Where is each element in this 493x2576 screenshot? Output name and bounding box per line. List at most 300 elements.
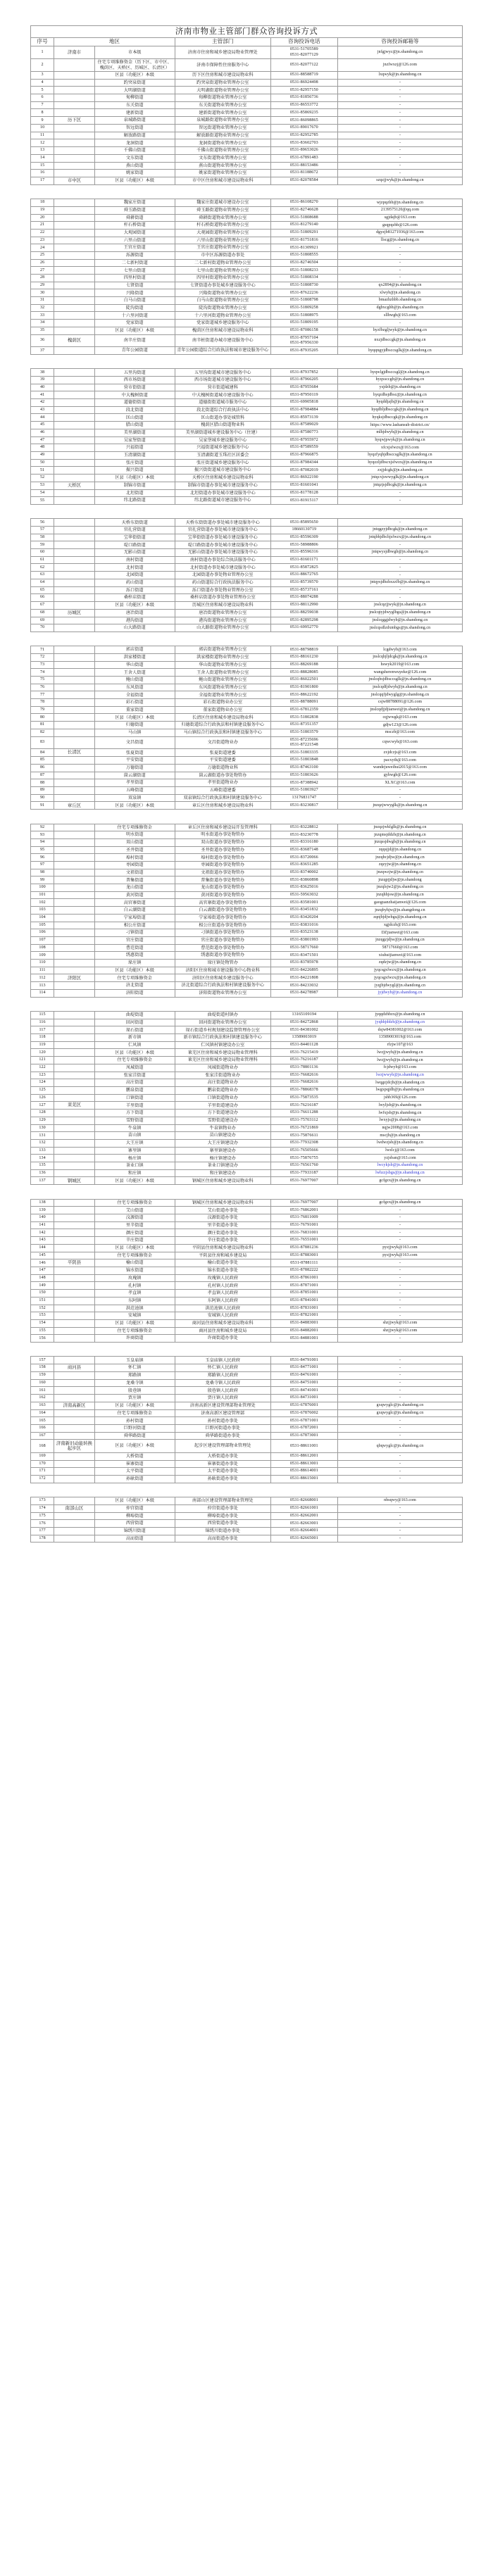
cell-email: hyqddjajb@jn.shandong.cn <box>337 399 462 407</box>
table-row <box>31 1079 463 1087</box>
cell-email: yzjsban@163.com <box>337 1155 462 1162</box>
cell-region: 南部山区 <box>54 1504 95 1512</box>
cell-phone: 0531-51808798 <box>270 297 337 305</box>
cell-phone: 0531-87388942 <box>270 779 337 787</box>
table-row <box>31 1475 463 1483</box>
cell-phone: 0531-82895298 <box>270 617 337 624</box>
table-row <box>31 914 463 922</box>
cell-department: 仲宫街道办事处 <box>175 1504 270 1512</box>
table-row <box>31 1094 463 1102</box>
cell-area: 唐冶街道 <box>94 609 175 617</box>
cell-email[interactable] <box>337 989 462 997</box>
cell-phone: 0531-83831016 <box>270 922 337 929</box>
cell-email: zqdzjw@jn.shandong.cn <box>337 959 462 967</box>
cell-no: 158 <box>31 1364 54 1372</box>
cell-area: 口镇街道 <box>94 1094 175 1102</box>
cell-no: 166 <box>31 1425 54 1433</box>
col-header-mail: 咨询投诉邮箱等 <box>337 37 462 46</box>
table-row <box>31 1497 463 1504</box>
cell-department: 中大槐树街道城市建设服务中心 <box>175 391 270 399</box>
cell-email: fcjdwyb@163.com <box>337 1064 462 1072</box>
cell-no: 133 <box>31 1147 54 1155</box>
cell-phone: 0531-87821001 <box>270 1312 337 1320</box>
cell-email: hyqqngyjdbsccsglk@jn.shandong.cn <box>337 347 462 355</box>
cell-region <box>54 1335 95 1343</box>
cell-no: 34 <box>31 320 54 327</box>
cell-area: 美里湖街道 <box>94 429 175 436</box>
cell-department: 艾山街道办事处 <box>175 1207 270 1214</box>
cell-no: 4 <box>31 79 54 87</box>
cell-no: 122 <box>31 1064 54 1072</box>
cell-department: 大桥街道办事处 <box>175 1452 270 1460</box>
cell-department: 安城镇人民政府 <box>175 1312 270 1320</box>
cell-region <box>54 347 95 355</box>
cell-email[interactable] <box>337 1162 462 1170</box>
cell-area: 区县（功能区）本级 <box>94 1244 175 1252</box>
table-row <box>31 549 463 557</box>
cell-phone: 0531-81751816 <box>270 237 337 244</box>
cell-no: 143 <box>31 1237 54 1245</box>
cell-department: 张庄街道城乡建设服务中心 <box>175 459 270 467</box>
cell-area: 五峰街道 <box>94 786 175 794</box>
cell-region: 济南新旧动能转换起步区 <box>54 1440 95 1452</box>
cell-phone: 0531-84741001 <box>270 1387 337 1395</box>
page-break <box>31 1483 463 1497</box>
cell-area: 贾庄镇 <box>94 1395 175 1402</box>
cell-email: zqnjbjdjwbgs@jn.shandong.cn <box>337 914 462 922</box>
cell-phone: 0531-84233032 <box>270 982 337 990</box>
cell-department: 圣井街道办事处物管办 <box>175 846 270 854</box>
cell-no: 121 <box>31 1057 54 1064</box>
cell-no: 12 <box>31 139 54 147</box>
email-link[interactable]: lwhzzjsbgs@jn.shandong.cn <box>375 1171 425 1176</box>
cell-area: 二七新村街道 <box>94 259 175 267</box>
cell-department: 垛庄镇处物管办 <box>175 959 270 967</box>
cell-email: jnslcqbsjdbsccsglk@jn.shandong.cn <box>337 677 462 684</box>
cell-phone: 0531-59563032 <box>270 891 337 899</box>
cell-email: jnslcqdfjdwyb@jn.shandong.cn <box>337 684 462 691</box>
cell-region <box>54 794 95 802</box>
cell-phone: 0531-75876611 <box>270 1132 337 1140</box>
cell-department: 锦绣川街道办事处 <box>175 1527 270 1535</box>
cell-department: 绣惠街道办事处物管办 <box>175 952 270 960</box>
cell-email: qx2894@jn.shandong.cn <box>337 282 462 289</box>
cell-department: 南村街道办事处综合执法服务中心 <box>175 556 270 564</box>
cell-area: 宝华街街道 <box>94 534 175 541</box>
cell-email: - <box>337 594 462 602</box>
table-row <box>31 944 463 952</box>
cell-no: 147 <box>31 1267 54 1275</box>
cell-area: 燕山街道 <box>94 162 175 170</box>
cell-no: 134 <box>31 1155 54 1162</box>
cell-area: 大桥街道 <box>94 1452 175 1460</box>
cell-area: 杆石桥街道 <box>94 222 175 230</box>
table-row <box>31 854 463 862</box>
cell-department: 天桥东街街道办事处城市建设服务中心 <box>175 519 270 527</box>
cell-area: 魏家庄街道 <box>94 199 175 207</box>
cell-phone: 0531-83602703 <box>270 139 337 147</box>
cell-department: 唐冶街道物业管理办公室 <box>175 609 270 617</box>
cell-phone: 0531-76811009 <box>270 1214 337 1222</box>
cell-email: DZjianwei@163.com <box>337 929 462 937</box>
cell-region <box>54 982 95 990</box>
cell-email: lwzlcj@163.com <box>337 1147 462 1155</box>
cell-email: jnslcqhjljdcgk@jn.shandong.cn <box>337 653 462 661</box>
cell-no: 106 <box>31 929 54 937</box>
cell-no: 47 <box>31 436 54 444</box>
cell-phone: 0531-87851001 <box>270 1290 337 1298</box>
cell-phone: 0531-87235696 0531-87221548 <box>270 736 337 749</box>
page-break <box>31 1342 463 1356</box>
cell-area: 明水街道 <box>94 831 175 839</box>
cell-phone: 0531-51808975 <box>270 312 337 320</box>
cell-phone: 0531-78868378 <box>270 1086 337 1094</box>
cell-region <box>54 1086 95 1094</box>
cell-no: 153 <box>31 1312 54 1320</box>
cell-region <box>54 1019 95 1026</box>
table-row <box>31 1267 463 1275</box>
cell-email: bmazhzhbb.shandong.cn <box>337 297 462 305</box>
cell-area: 舜玉路街道 <box>94 206 175 214</box>
cell-area: 大明湖街道 <box>94 87 175 94</box>
cell-department: 平阴县住房和城乡建设局物业科 <box>175 1244 270 1252</box>
table-row <box>31 1237 463 1245</box>
cell-phone: 0531-78801136 <box>270 1064 337 1072</box>
cell-phone: 0531-69905818 <box>270 399 337 407</box>
cell-no: 139 <box>31 1207 54 1214</box>
cell-phone: 0531-89653026 <box>270 147 337 155</box>
col-header-region: 地区 <box>54 37 175 46</box>
cell-region <box>54 1520 95 1528</box>
cell-department: 东阿镇人民政府 <box>175 1297 270 1305</box>
cell-department: 建新街道物业管理办公室 <box>175 109 270 117</box>
cell-phone: 0531-87957104 0531-87956330 <box>270 334 337 347</box>
cell-email: hyqwjpwyk@jn.shandong.cn <box>337 436 462 444</box>
cell-region <box>54 327 95 334</box>
cell-phone: 0531-88269188 <box>270 661 337 669</box>
cell-area: 兴福街道 <box>94 444 175 452</box>
cell-email: jntqbhjdbchjsfwzx@jn.shandong.cn <box>337 534 462 541</box>
cell-no: 3 <box>31 72 54 80</box>
cell-region <box>54 706 95 714</box>
cell-region <box>54 661 95 669</box>
cell-department: 里辛街道办事处 <box>175 1221 270 1229</box>
cell-email: lxqwyk@jn.shandong.cn <box>337 72 462 80</box>
table-row <box>31 436 463 444</box>
cell-region: 历下区 <box>54 117 95 125</box>
cell-department: 黄河街道办事处物管办 <box>175 891 270 899</box>
cell-department: 鹏泉街道物业办 <box>175 1086 270 1094</box>
cell-region <box>54 377 95 384</box>
cell-email: cqjwwgk@163.com <box>337 714 462 722</box>
cell-department: 玉皇庙镇人民政府 <box>175 1357 270 1364</box>
cell-department: 泉城路街道物业管理办公室 <box>175 117 270 125</box>
cell-area: 董家街道 <box>94 706 175 714</box>
cell-region <box>54 282 95 289</box>
cell-department: 刁镇街道办事处物管办 <box>175 929 270 937</box>
table-row <box>31 541 463 549</box>
cell-email: - <box>337 1468 462 1476</box>
cell-no: 129 <box>31 1117 54 1124</box>
cell-area: 市本级 <box>94 46 175 59</box>
cell-area: 区县（功能区）本级 <box>94 1177 175 1185</box>
cell-region <box>54 229 95 237</box>
cell-email: - <box>337 1535 462 1543</box>
cell-department: 十六里河街道物业管理办公室 <box>175 312 270 320</box>
table-row <box>31 1504 463 1512</box>
cell-email: - <box>337 1214 462 1222</box>
cell-email: 58717660@163.com <box>337 944 462 952</box>
cell-region <box>54 1207 95 1214</box>
cell-phone: 0531-88672765 <box>270 572 337 579</box>
cell-region <box>54 527 95 534</box>
cell-email: jnzqbyhjw@jn.shangdong.cn <box>337 907 462 915</box>
table-row <box>31 1440 463 1452</box>
cell-region <box>54 684 95 691</box>
table-row <box>31 764 463 772</box>
table-row <box>31 177 463 184</box>
cell-email: jnslcqzjjwyk@jn.shandong.cn <box>337 601 462 609</box>
cell-region: 钢城区 <box>54 1177 95 1185</box>
cell-region <box>54 699 95 707</box>
cell-no: 151 <box>31 1297 54 1305</box>
table-row <box>31 132 463 139</box>
cell-region <box>54 1452 95 1460</box>
cell-department: 莱芜区住房和城乡建设局物业管理科 <box>175 1057 270 1064</box>
table-row <box>31 1124 463 1132</box>
cell-email: gyhwgb@126.com <box>337 772 462 779</box>
table-row <box>31 451 463 459</box>
cell-region <box>54 579 95 586</box>
cell-area: 普集街道 <box>94 877 175 884</box>
cell-department: 华山街道物业管理办公室 <box>175 661 270 669</box>
cell-phone: 0531-82746504 <box>270 259 337 267</box>
cell-email[interactable] <box>337 1019 462 1026</box>
cell-email: xlwyb@jn.shandong.cn <box>337 289 462 297</box>
cell-phone: 0531-86553772 <box>270 101 337 109</box>
cell-phone: 0531-83230817 <box>270 802 337 810</box>
cell-region <box>54 846 95 854</box>
cell-phone: 0531-82952785 <box>270 132 337 139</box>
cell-phone: 0531-88622192 <box>270 691 337 699</box>
table-row <box>31 831 463 839</box>
table-row <box>31 1290 463 1298</box>
cell-no: 130 <box>31 1124 54 1132</box>
cell-area: 区县（功能区）本级 <box>94 1049 175 1057</box>
cell-area: 解放路街道 <box>94 132 175 139</box>
cell-phone: 0531-84761001 <box>270 1371 337 1379</box>
table-row <box>31 406 463 414</box>
cell-region <box>54 1229 95 1237</box>
cell-department: 王官庄街道物业管理办公室 <box>175 244 270 252</box>
cell-department: 榆山街道办事处 <box>175 1259 270 1267</box>
email-link[interactable]: jyqhhjddzb@jn.shandong.cn <box>375 1020 425 1025</box>
cell-area: 曲堤街道 <box>94 1012 175 1019</box>
cell-area: 住宅专项维修资金（历下区、市中区、槐荫区、天桥区、历城区、长清区） <box>94 59 175 72</box>
email-link[interactable]: lwcykjsb@jn.shandong.cn <box>377 1163 423 1168</box>
table-row <box>31 624 463 632</box>
cell-area: 道德街街道 <box>94 399 175 407</box>
table-row <box>31 714 463 722</box>
cell-email: - <box>337 109 462 117</box>
cell-region <box>54 601 95 609</box>
cell-department: 兴福街道城乡建设服务中心 <box>175 444 270 452</box>
cell-department: 长清区住房和城乡建设局物业科 <box>175 714 270 722</box>
cell-email: jntqgzyjdbcgk@jn.shandong.cn <box>337 527 462 534</box>
cell-department: 大观园街道物业管理办公室 <box>175 229 270 237</box>
email-link[interactable]: lwzjwwyb@jn.shandong.cn <box>376 1072 424 1077</box>
cell-phone: 0531-67891483 <box>270 154 337 162</box>
cell-area: 白云湖街道 <box>94 907 175 915</box>
table-row <box>31 147 463 155</box>
cell-area: 区县（功能区）本级 <box>94 1440 175 1452</box>
cell-department: 文东街道物业管理办公室 <box>175 154 270 162</box>
cell-area: 泺源街道 <box>94 251 175 259</box>
cell-area: 匡山街道 <box>94 414 175 422</box>
cell-region <box>54 1395 95 1402</box>
cell-region <box>54 1049 95 1057</box>
cell-email: - <box>337 1290 462 1298</box>
cell-phone: 0531-67871001 <box>270 1417 337 1425</box>
cell-area: 中大槐树街道 <box>94 391 175 399</box>
cell-email: gcfgzx@jn.shandong.cn <box>337 1199 462 1207</box>
cell-area: 文东街道 <box>94 154 175 162</box>
cell-no: 61 <box>31 556 54 564</box>
cell-phone: 0531-84221808 <box>270 974 337 982</box>
cell-no: 18 <box>31 199 54 207</box>
cell-email: - <box>337 1297 462 1305</box>
cell-department: 白云湖街道办事处物管办 <box>175 907 270 915</box>
cell-email: jnzqbcjdjw@jn.shandong.cn <box>337 854 462 862</box>
cell-no: 131 <box>31 1132 54 1140</box>
email-link[interactable]: jyjdwyb@jn.shandong.cn <box>377 991 423 995</box>
cell-phone: 0531-83651285 <box>270 862 337 869</box>
cell-phone: 0531-69952770 <box>270 624 337 632</box>
table-row <box>31 1297 463 1305</box>
cell-region <box>54 1312 95 1320</box>
cell-region <box>54 251 95 259</box>
cell-phone: 0531-51808688 <box>270 214 337 222</box>
cell-region <box>54 1139 95 1147</box>
cell-email[interactable] <box>337 1169 462 1177</box>
table-row <box>31 229 463 237</box>
cell-department: 普集街道办事处物管办 <box>175 877 270 884</box>
cell-email: - <box>337 267 462 275</box>
table-row <box>31 1162 463 1170</box>
cell-phone: 0531-51809195 <box>270 320 337 327</box>
cell-phone: 0531-84226895 <box>270 967 337 974</box>
cell-phone: 0531-67873001 <box>270 1432 337 1440</box>
cell-no: 75 <box>31 677 54 684</box>
cell-no: 69 <box>31 617 54 624</box>
cell-email: jyqqdzhbzx@jn.shandong.cn <box>337 1012 462 1019</box>
cell-no: 123 <box>31 1072 54 1079</box>
cell-department: 辛庄街道办事处 <box>175 1237 270 1245</box>
cell-email: - <box>337 1425 462 1433</box>
cell-email: - <box>337 519 462 527</box>
cell-region <box>54 1527 95 1535</box>
cell-email: jnslcqggjdwyb@jn.shandong.cn <box>337 617 462 624</box>
table-row <box>31 312 463 320</box>
cell-area: 宁家埠街道 <box>94 914 175 922</box>
cell-no: 82 <box>31 729 54 736</box>
cell-no: 102 <box>31 899 54 907</box>
cell-no: 76 <box>31 684 54 691</box>
table-row <box>31 1387 463 1395</box>
table-row <box>31 1229 463 1237</box>
cell-email: jnslcqsdlzdxmbgs@jn.shandong.cn <box>337 624 462 632</box>
cell-region <box>54 1409 95 1417</box>
cell-area: 殷巷镇 <box>94 1387 175 1395</box>
cell-department: 文昌街道物业办 <box>175 736 270 749</box>
cell-area: 杨庄镇 <box>94 1155 175 1162</box>
table-title-row <box>31 26 463 38</box>
table-row <box>31 1199 463 1207</box>
cell-region <box>54 1244 95 1252</box>
cell-phone: 0531-88153486 <box>270 162 337 170</box>
table-row <box>31 722 463 729</box>
cell-phone: 0531-75703112 <box>270 1117 337 1124</box>
cell-no: 170 <box>31 1460 54 1468</box>
cell-area: 制锦市街道 <box>94 482 175 489</box>
cell-region <box>54 79 95 87</box>
table-row <box>31 1041 463 1049</box>
cell-region <box>54 936 95 944</box>
cell-area: 里辛街道 <box>94 1221 175 1229</box>
cell-phone: 0531-83316180 <box>270 838 337 846</box>
cell-no: 114 <box>31 989 54 997</box>
cell-email: - <box>337 1395 462 1402</box>
cell-department: 桑梓店街道办事处物业管理办公室 <box>175 594 270 602</box>
cell-area: 洪范池镇 <box>94 1305 175 1312</box>
cell-department: 殷巷镇人民政府 <box>175 1387 270 1395</box>
cell-area: 雪野街道 <box>94 1117 175 1124</box>
cell-no: 24 <box>31 244 54 252</box>
cell-email: sllhwgb@163.com <box>337 312 462 320</box>
cell-department: 龙洞街道物业管理办公室 <box>175 139 270 147</box>
table-row <box>31 1207 463 1214</box>
cell-no: 94 <box>31 838 54 846</box>
cell-department: 振兴街街道城市建设服务中心 <box>175 467 270 475</box>
cell-email[interactable] <box>337 1072 462 1079</box>
cell-department: 雪野街道建设办 <box>175 1117 270 1124</box>
cell-department: 仁风镇村镇建设办公室 <box>175 1041 270 1049</box>
cell-phone: 13176831747 <box>270 794 337 802</box>
table-row <box>31 87 463 94</box>
cell-department: 市中区住房和城市建设局物业科 <box>175 177 270 184</box>
cell-phone: 0531-58988806 <box>270 541 337 549</box>
cell-email: - <box>337 556 462 564</box>
cell-phone: 0531-87881111 <box>270 1259 337 1267</box>
table-row <box>31 1327 463 1335</box>
cell-no: 42 <box>31 399 54 407</box>
cell-department: 孝直镇人民政府 <box>175 1290 270 1298</box>
cell-area: 孝里街道 <box>94 779 175 787</box>
cell-department: 西营街道办事处 <box>175 1520 270 1528</box>
table-row <box>31 139 463 147</box>
cell-no: 120 <box>31 1049 54 1057</box>
cell-email: hswyk2019@163.com <box>337 661 462 669</box>
cell-email: - <box>337 1274 462 1282</box>
cell-region <box>54 1026 95 1034</box>
cell-department: 杆石桥街道物业管理办公室 <box>175 222 270 230</box>
cell-region <box>54 929 95 937</box>
cell-phone: 0531-83471501 <box>270 952 337 960</box>
cell-region <box>54 1460 95 1468</box>
cell-region <box>54 714 95 722</box>
table-row <box>31 459 463 467</box>
table-row <box>31 699 463 707</box>
